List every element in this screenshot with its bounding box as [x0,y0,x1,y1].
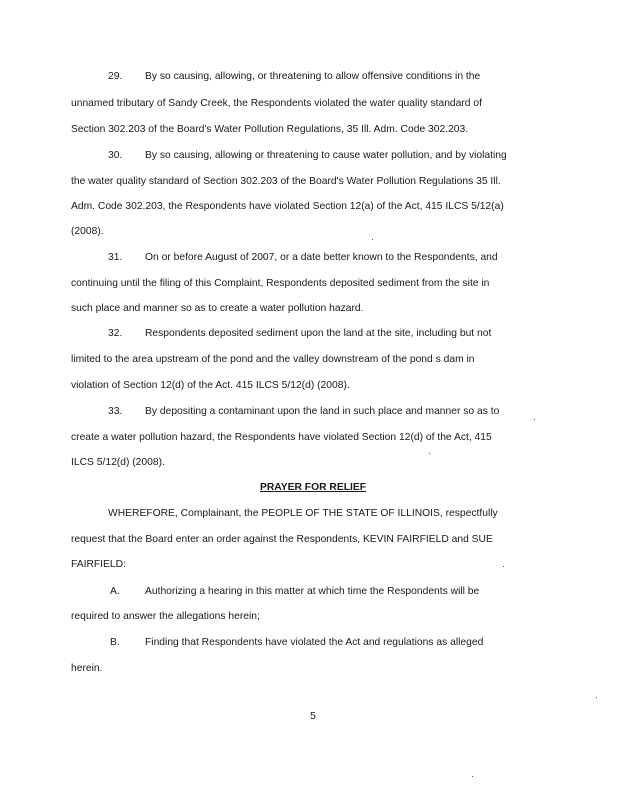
relief-letter: B. [110,637,120,648]
paragraph-line: such place and manner so as to create a water pollution hazard. [71,303,364,314]
paragraph-line: By so causing, allowing or threatening to cause water pollution, and by violating [145,150,507,161]
relief-line: Finding that Respondents have violated the Act and regulations as alleged [145,637,484,648]
scan-speck [372,239,373,240]
paragraph-number: 29. [108,71,123,82]
paragraph-line: continuing until the filing of this Complaint, Respondents deposited sediment from the site in [71,278,490,289]
wherefore-line: WHEREFORE, Complainant, the PEOPLE OF THE STATE OF ILLINOIS, respectfully [108,508,498,519]
paragraph-line: By depositing a contaminant upon the land in such place and manner so as to [145,406,500,417]
wherefore-line: FAIRFIELD: [71,559,126,570]
scan-speck [534,419,535,420]
page-number: 5 [310,711,316,722]
paragraph-line: (2008). [71,226,104,237]
relief-line: herein. [71,663,103,674]
paragraph-line: Section 302.203 of the Board's Water Pollution Regulations, 35 Ill. Adm. Code 302.203. [71,124,469,135]
paragraph-line: the water quality standard of Section 302.203 of the Board's Water Pollution Regulations 35 Ill. [71,176,501,187]
wherefore-line: request that the Board enter an order against the Respondents, KEVIN FAIRFIELD and SUE [71,534,493,545]
relief-line: required to answer the allegations herein; [71,611,260,622]
section-heading: PRAYER FOR RELIEF [259,482,367,493]
scan-speck [429,453,430,454]
paragraph-number: 33. [108,406,123,417]
scan-speck [596,697,597,698]
paragraph-line: On or before August of 2007, or a date better known to the Respondents, and [145,252,498,263]
paragraph-line: unnamed tributary of Sandy Creek, the Respondents violated the water quality standard of [71,98,482,109]
paragraph-line: Adm. Code 302.203, the Respondents have violated Section 12(a) of the Act, 415 ILCS 5/12(a) [71,201,504,212]
paragraph-line: Respondents deposited sediment upon the land at the site, including but not [145,328,492,339]
scan-speck [503,566,504,567]
paragraph-line: violation of Section 12(d) of the Act. 415 ILCS 5/12(d) (2008). [71,380,350,391]
paragraph-number: 30. [108,150,123,161]
paragraph-number: 31. [108,252,123,263]
relief-letter: A. [110,586,120,597]
paragraph-line: limited to the area upstream of the pond and the valley downstream of the pond s dam in [71,354,475,365]
scan-speck [472,776,473,777]
paragraph-number: 32. [108,328,123,339]
paragraph-line: By so causing, allowing, or threatening to allow offensive conditions in the [145,71,481,82]
relief-line: Authorizing a hearing in this matter at which time the Respondents will be [145,586,480,597]
paragraph-line: create a water pollution hazard, the Respondents have violated Section 12(d) of the Act, 415 [71,432,492,443]
paragraph-line: ILCS 5/12(d) (2008). [71,457,165,468]
